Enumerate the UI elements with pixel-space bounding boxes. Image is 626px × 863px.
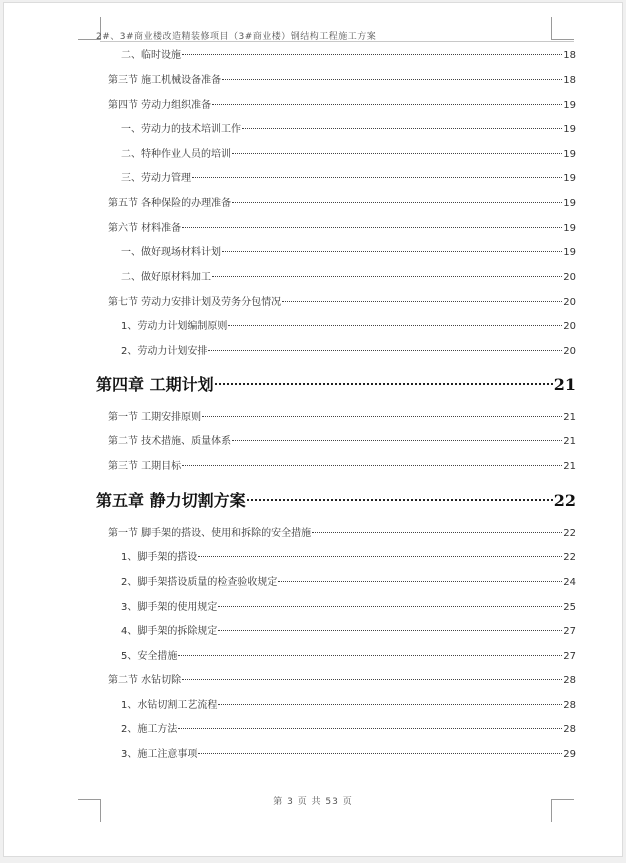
toc-subsection-row[interactable] — [121, 549, 576, 567]
toc-subsection-row[interactable] — [121, 47, 576, 65]
toc-section-row[interactable] — [108, 525, 576, 543]
toc-leader-dots — [182, 54, 562, 55]
toc-page-number: 19 — [563, 247, 576, 258]
toc-leader-dots — [218, 704, 562, 705]
toc-page-number: 29 — [563, 749, 576, 760]
toc-leader-dots — [242, 128, 562, 129]
toc-section-row[interactable] — [108, 97, 576, 115]
toc-page-number: 22 — [563, 552, 576, 563]
page-footer: 第 3 页 共 53 页 — [273, 797, 353, 807]
toc-entry-label: 1、脚手架的搭设 — [121, 552, 198, 563]
toc-leader-dots — [247, 499, 553, 501]
toc-page-number: 28 — [563, 675, 576, 686]
toc-subsection-row[interactable] — [121, 343, 576, 361]
toc-entry-label: 第三节 工期目标 — [108, 461, 182, 472]
toc-leader-dots — [192, 177, 562, 178]
toc-leader-dots — [212, 276, 562, 277]
toc-section-row[interactable] — [108, 72, 576, 90]
toc-page-number: 18 — [563, 50, 576, 61]
toc-leader-dots — [198, 753, 562, 754]
toc-entry-label: 二、临时设施 — [121, 50, 181, 61]
toc-leader-dots — [312, 532, 562, 533]
crop-mark-top-right — [551, 17, 574, 40]
toc-subsection-row[interactable] — [121, 244, 576, 262]
toc-subsection-row[interactable] — [121, 697, 576, 715]
toc-entry-label: 1、水钻切割工艺流程 — [121, 700, 218, 711]
toc-entry-label: 一、做好现场材料计划 — [121, 247, 221, 258]
toc-subsection-row[interactable] — [121, 746, 576, 764]
toc-entry-label: 第四节 劳动力组织准备 — [108, 100, 212, 111]
toc-page-number: 21 — [563, 461, 576, 472]
page-header: 2#、3#商业楼改造精装修项目（3#商业楼）钢结构工程施工方案 — [96, 32, 377, 42]
toc-page-number: 18 — [563, 75, 576, 86]
toc-page-number: 22 — [553, 491, 576, 510]
toc-chapter-row[interactable] — [96, 489, 576, 513]
toc-leader-dots — [282, 301, 562, 302]
toc-leader-dots — [212, 104, 562, 105]
toc-entry-label: 3、脚手架的使用规定 — [121, 602, 218, 613]
toc-entry-label: 第一节 工期安排原则 — [108, 412, 202, 423]
toc-page-number: 19 — [563, 198, 576, 209]
toc-page-number: 20 — [563, 297, 576, 308]
toc-entry-label: 3、施工注意事项 — [121, 749, 198, 760]
toc-page-number: 19 — [563, 100, 576, 111]
toc-page-number: 19 — [563, 149, 576, 160]
toc-leader-dots — [182, 679, 562, 680]
toc-subsection-row[interactable] — [121, 318, 576, 336]
toc-leader-dots — [222, 251, 562, 252]
toc-section-row[interactable] — [108, 294, 576, 312]
toc-leader-dots — [178, 655, 562, 656]
toc-leader-dots — [232, 440, 562, 441]
toc-subsection-row[interactable] — [121, 648, 576, 666]
toc-subsection-row[interactable] — [121, 599, 576, 617]
toc-leader-dots — [202, 416, 562, 417]
toc-leader-dots — [178, 728, 562, 729]
toc-section-row[interactable] — [108, 409, 576, 427]
toc-page-number: 27 — [563, 651, 576, 662]
toc-entry-label: 2、施工方法 — [121, 724, 178, 735]
toc-page-number: 21 — [563, 436, 576, 447]
toc-subsection-row[interactable] — [121, 146, 576, 164]
toc-entry-label: 第五章 静力切割方案 — [96, 491, 246, 510]
toc-section-row[interactable] — [108, 672, 576, 690]
toc-entry-label: 二、特种作业人员的培训 — [121, 149, 231, 160]
toc-entry-label: 第五节 各种保险的办理准备 — [108, 198, 232, 209]
toc-entry-label: 第三节 施工机械设备准备 — [108, 75, 222, 86]
toc-entry-label: 第四章 工期计划 — [96, 375, 214, 394]
toc-leader-dots — [218, 630, 562, 631]
toc-entry-label: 第六节 材料准备 — [108, 223, 182, 234]
toc-section-row[interactable] — [108, 220, 576, 238]
toc-leader-dots — [215, 383, 553, 385]
toc-leader-dots — [278, 581, 562, 582]
toc-entry-label: 第七节 劳动力安排计划及劳务分包情况 — [108, 297, 282, 308]
toc-entry-label: 第二节 技术措施、质量体系 — [108, 436, 232, 447]
toc-page-number: 19 — [563, 173, 576, 184]
toc-leader-dots — [208, 350, 562, 351]
toc-entry-label: 1、劳动力计划编制原则 — [121, 321, 228, 332]
toc-page-number: 21 — [563, 412, 576, 423]
toc-subsection-row[interactable] — [121, 170, 576, 188]
toc-page-number: 19 — [563, 124, 576, 135]
toc-entry-label: 2、劳动力计划安排 — [121, 346, 208, 357]
toc-entry-label: 4、脚手架的拆除规定 — [121, 626, 218, 637]
toc-page-number: 22 — [563, 528, 576, 539]
toc-entry-label: 一、劳动力的技术培训工作 — [121, 124, 241, 135]
toc-entry-label: 第二节 水钻切除 — [108, 675, 182, 686]
toc-page-number: 28 — [563, 724, 576, 735]
header-rule — [100, 41, 574, 42]
toc-entry-label: 2、脚手架搭设质量的检查验收规定 — [121, 577, 278, 588]
toc-leader-dots — [228, 325, 562, 326]
toc-subsection-row[interactable] — [121, 269, 576, 287]
toc-subsection-row[interactable] — [121, 721, 576, 739]
toc-subsection-row[interactable] — [121, 574, 576, 592]
toc-entry-label: 二、做好原材料加工 — [121, 272, 211, 283]
toc-page-number: 24 — [563, 577, 576, 588]
toc-page-number: 20 — [563, 321, 576, 332]
toc-section-row[interactable] — [108, 195, 576, 213]
toc-leader-dots — [198, 556, 562, 557]
document-page — [3, 2, 623, 857]
toc-leader-dots — [232, 153, 562, 154]
toc-chapter-row[interactable] — [96, 373, 576, 397]
toc-section-row[interactable] — [108, 458, 576, 476]
toc-subsection-row[interactable] — [121, 623, 576, 641]
toc-leader-dots — [218, 606, 562, 607]
toc-entry-label: 第一节 脚手架的搭设、使用和拆除的安全措施 — [108, 528, 312, 539]
toc-subsection-row[interactable] — [121, 121, 576, 139]
toc-page-number: 21 — [553, 375, 576, 394]
toc-section-row[interactable] — [108, 433, 576, 451]
toc-page-number: 20 — [563, 272, 576, 283]
toc-leader-dots — [182, 465, 562, 466]
toc-leader-dots — [222, 79, 562, 80]
toc-page-number: 28 — [563, 700, 576, 711]
toc-page-number: 27 — [563, 626, 576, 637]
toc-leader-dots — [182, 227, 562, 228]
toc-entry-label: 5、安全措施 — [121, 651, 178, 662]
toc-page-number: 19 — [563, 223, 576, 234]
toc-leader-dots — [232, 202, 562, 203]
toc-page-number: 20 — [563, 346, 576, 357]
toc-entry-label: 三、劳动力管理 — [121, 173, 191, 184]
toc-page-number: 25 — [563, 602, 576, 613]
